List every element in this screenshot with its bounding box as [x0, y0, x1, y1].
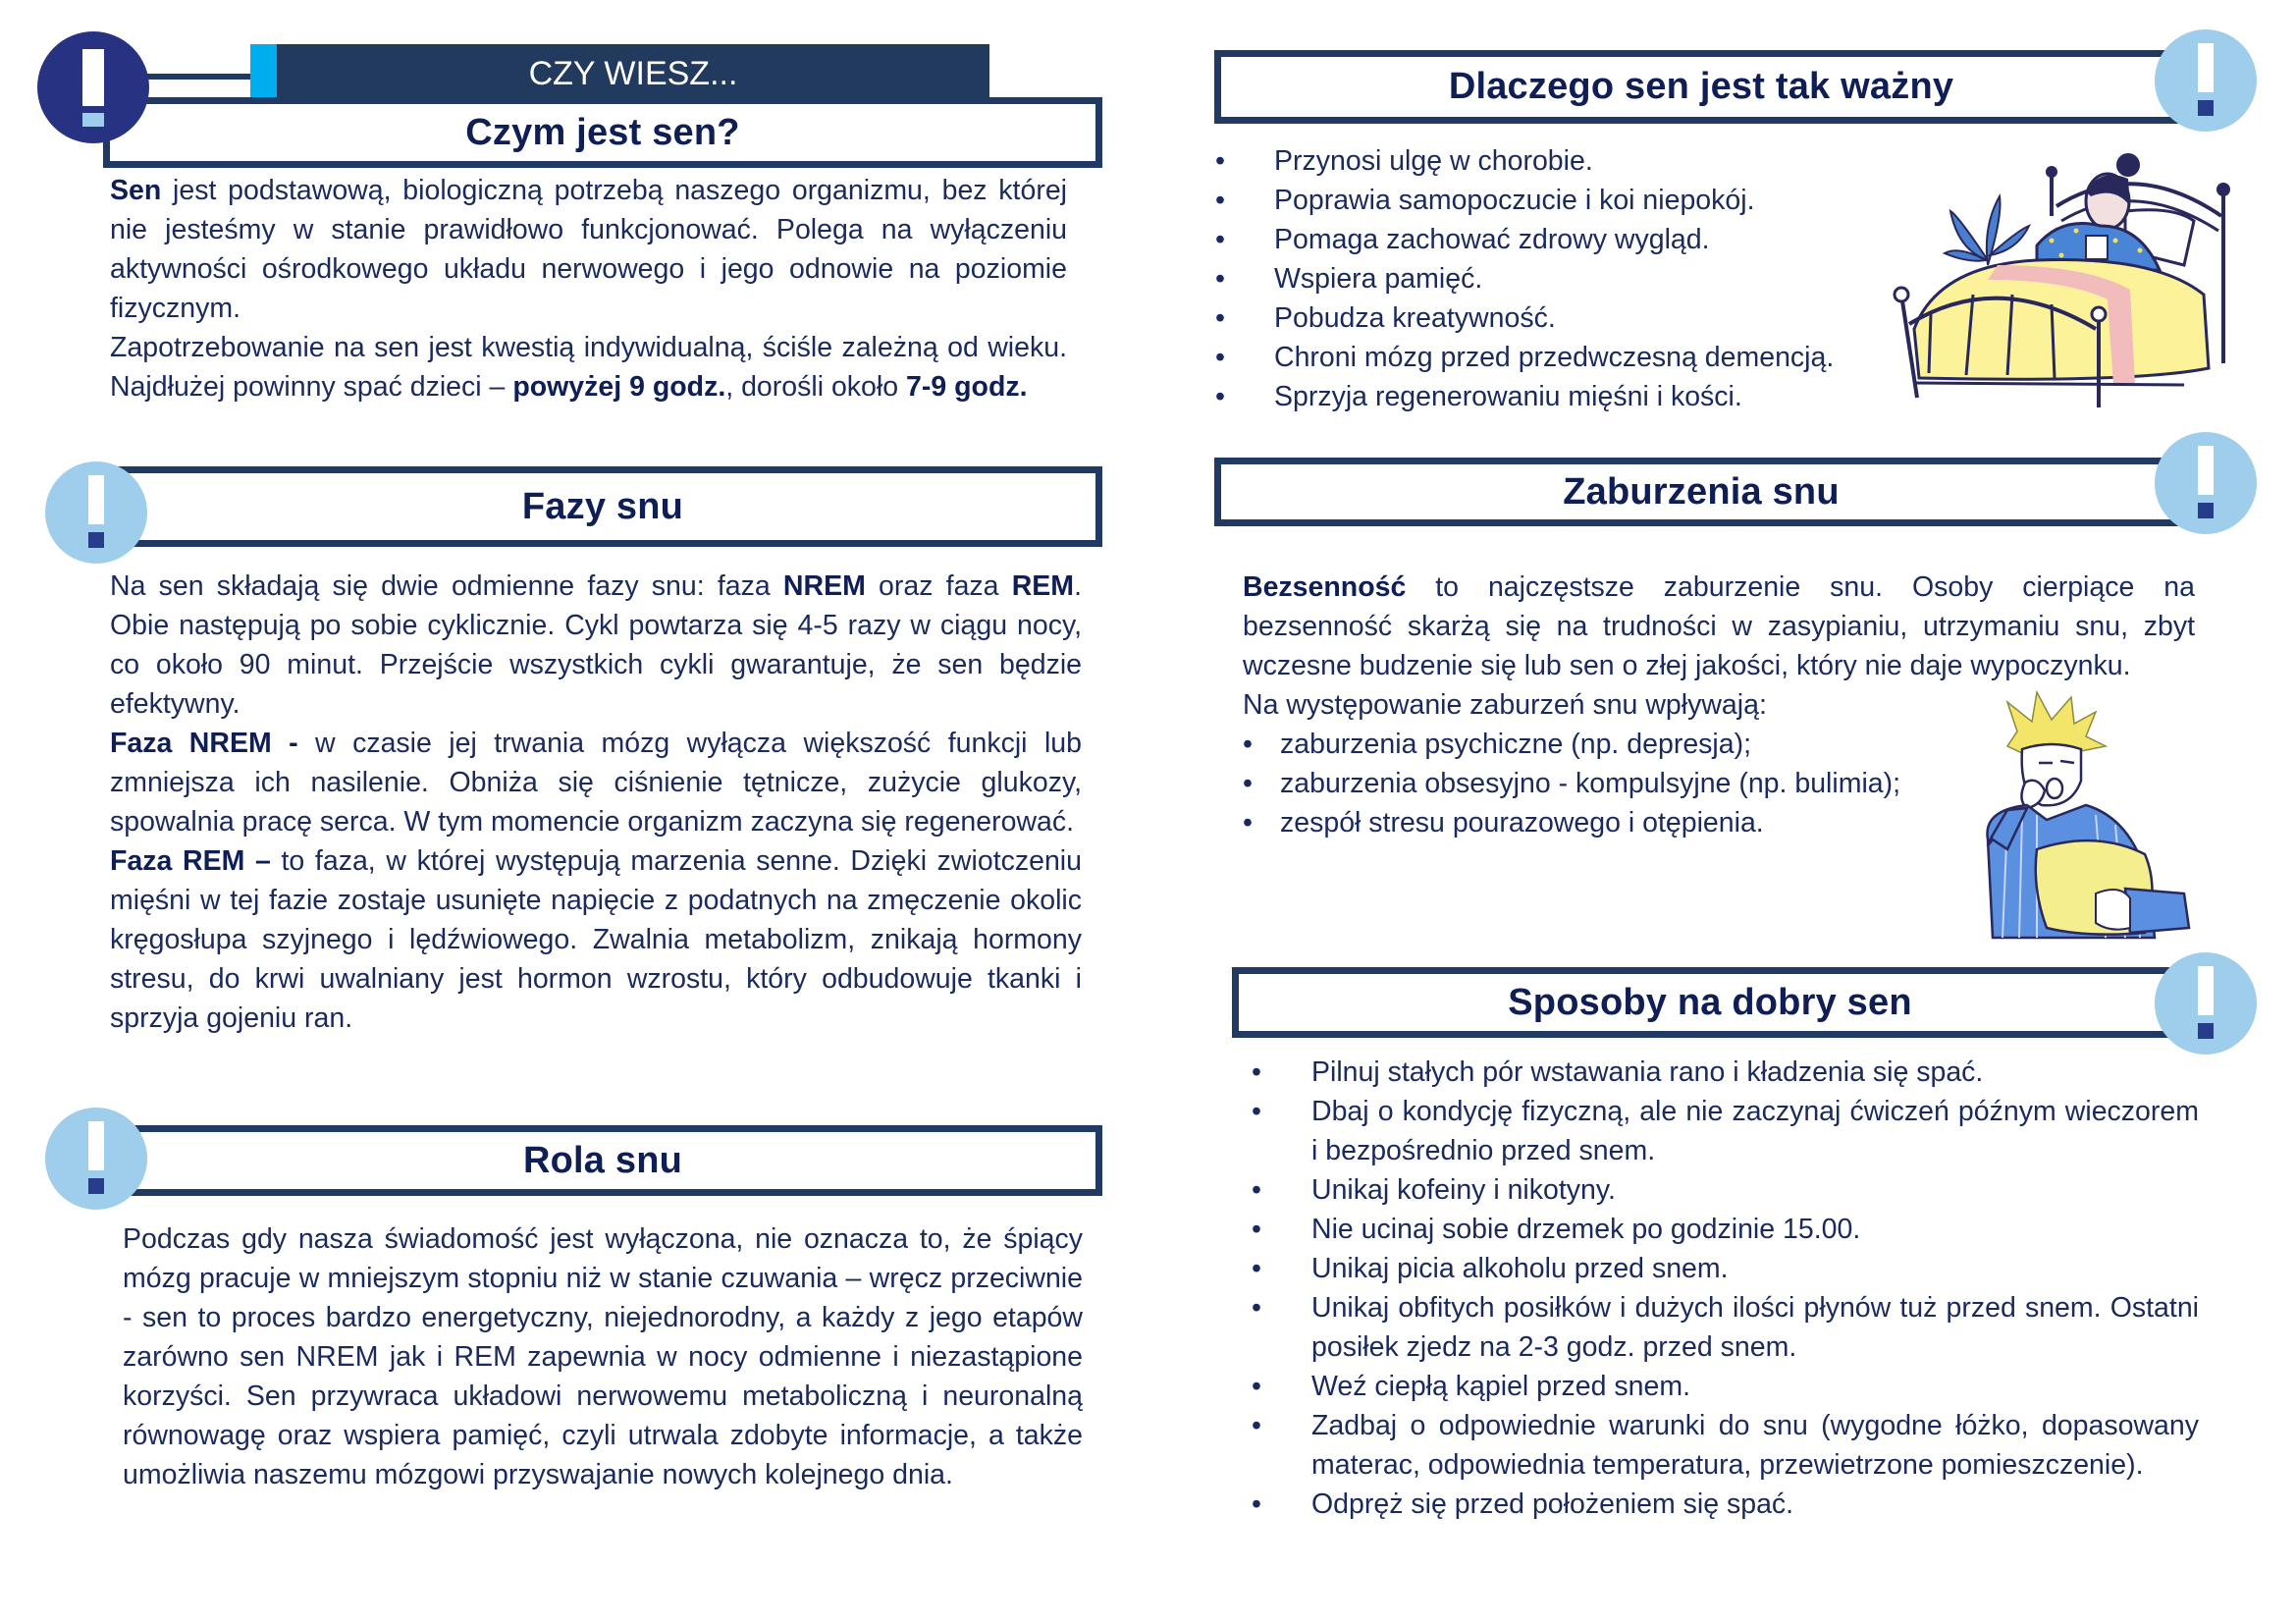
list-item: • Przynosi ulgę w chorobie. [1215, 141, 1902, 181]
list-item: • Odpręż się przed położeniem się spać. [1252, 1485, 2199, 1524]
exclamation-icon [45, 461, 147, 564]
banner-accent-strip [250, 44, 277, 104]
list-item: • zespół stresu pourazowego i otępienia. [1243, 803, 1959, 842]
list-item: • Unikaj kofeiny i nikotyny. [1252, 1170, 2199, 1210]
section-header-czym [103, 97, 1102, 168]
list-item: • Unikaj obfitych posiłków i dużych ilości płynów tuż przed snem. Ostatni posiłek zjedz na 2-3 godz. przed snem. [1252, 1288, 2199, 1367]
exclamation-icon [2155, 29, 2257, 132]
disorder-factors-list [1243, 725, 1959, 842]
benefits-list [1215, 141, 1902, 416]
section-header-dlaczego [1214, 50, 2188, 124]
yawning-man-with-pillow-illustration [1949, 692, 2223, 938]
exclamation-icon [2155, 432, 2257, 534]
list-item: • Wspiera pamięć. [1215, 259, 1902, 298]
section-title: Sposoby na dobry sen [1508, 981, 1912, 1023]
list-item: • Pilnuj stałych pór wstawania rano i kładzenia się spać. [1252, 1053, 2199, 1092]
section-body-czym: Sen jest podstawową, biologiczną potrzebą naszego organizmu, bez której nie jesteśmy w stanie prawidłowo funkcjonować. Polega na wyłączeniu aktywności ośrodkowego układu nerwowego i jego odnowie na poziomie fizycznym. Zapotrzebowanie na sen jest kwestią indywidualną, ściśle zależną od wieku. Najdłużej powinny spać dzieci – powyżej 9 godz., dorośli około 7-9 godz. [110, 175, 1067, 403]
list-item: • Sprzyja regenerowaniu mięśni i kości. [1215, 377, 1902, 416]
section-body-rola: Podczas gdy nasza świadomość jest wyłączona, nie oznacza to, że śpiący mózg pracuje w mniejszym stopniu niż w stanie czuwania – wręcz przeciwnie - sen to proces bardzo energetyczny, niejednorodny, a każdy z jego etapów zarówno sen NREM jak i REM zapewnia w nocy odmienne i niezastąpione korzyści. Sen przywraca układowi nerwowemu metaboliczną i neuronalną równowagę oraz wspiera pamięć, czyli utrwala zdobyte informacje, a także umożliwia naszemu mózgowi przyswajanie nowych kolejnego dnia. [123, 1223, 1083, 1490]
section-header-sposoby [1232, 967, 2188, 1038]
section-header-fazy [103, 466, 1102, 547]
section-title: Zaburzenia snu [1563, 470, 1840, 513]
czy-wiesz-banner [277, 44, 989, 104]
list-item: • Zadbaj o odpowiednie warunki do snu (wygodne łóżko, dopasowany materac, odpowiednia temperatura, przewietrzone pomieszczenie). [1252, 1406, 2199, 1485]
banner-label: CZY WIESZ... [528, 55, 738, 92]
list-item: • zaburzenia obsesyjno - kompulsyjne (np. bulimia); [1243, 764, 1959, 803]
exclamation-icon [2155, 952, 2257, 1055]
section-body-zaburzenia: Bezsenność to najczęstsze zaburzenie snu. Osoby cierpiące na bezsenność skarżą się na trudności w zasypianiu, utrzymaniu snu, zbyt wczesne budzenie się lub sen o złej jakości, który nie daje wypoczynku. Na występowanie zaburzeń snu wpływają: [1243, 571, 2195, 721]
exclamation-icon [45, 1108, 147, 1210]
sleep-tips-list [1252, 1053, 2199, 1524]
list-item: • Nie ucinaj sobie drzemek po godzinie 15.00. [1252, 1210, 2199, 1249]
section-body-fazy: Na sen składają się dwie odmienne fazy snu: faza NREM oraz faza REM. Obie następują po sobie cyklicznie. Cykl powtarza się 4-5 razy w ciągu nocy, co około 90 minut. Przejście wszystkich cykli gwarantuje, że sen będzie efektywny. Faza NREM - w czasie jej trwania mózg wyłącza większość funkcji lub zmniejsza ich nasilenie. Obniża się ciśnienie tętnicze, zużycie glukozy, spowalnia pracę serca. W tym momencie organizm zaczyna się regenerować. Faza REM – to faza, w której występują marzenia senne. Dzięki zwiotczeniu mięśni w tej fazie zostaje usunięte napięcie z podatnych na zmęczenie okolic kręgosłupa szyjnego i lędźwiowego. Zwalnia metabolizm, znikają hormony stresu, do krwi uwalniany jest hormon wzrostu, który odbudowuje tkanki i sprzyja gojeniu ran. [110, 570, 1082, 1034]
list-item: • Unikaj picia alkoholu przed snem. [1252, 1249, 2199, 1288]
exclamation-icon [37, 31, 149, 143]
connector-line [147, 74, 255, 80]
list-item: • Poprawia samopoczucie i koi niepokój. [1215, 181, 1902, 220]
section-title: Dlaczego sen jest tak ważny [1448, 66, 1954, 107]
section-title: Czym jest sen? [465, 111, 740, 153]
list-item: • Weź ciepłą kąpiel przed snem. [1252, 1367, 2199, 1406]
section-header-zaburzenia [1214, 458, 2188, 526]
list-item: • Pomaga zachować zdrowy wygląd. [1215, 220, 1902, 259]
section-title: Fazy snu [521, 485, 684, 527]
list-item: • zaburzenia psychiczne (np. depresja); [1243, 725, 1959, 764]
list-item: • Dbaj o kondycję fizyczną, ale nie zaczynaj ćwiczeń późnym wieczorem i bezpośrednio przed snem. [1252, 1092, 2199, 1170]
list-item: • Pobudza kreatywność. [1215, 298, 1902, 338]
woman-in-bed-illustration [1890, 157, 2243, 412]
list-item: • Chroni mózg przed przedwczesną demencją. [1215, 338, 1902, 377]
section-title: Rola snu [522, 1139, 683, 1181]
section-header-rola [103, 1125, 1102, 1196]
